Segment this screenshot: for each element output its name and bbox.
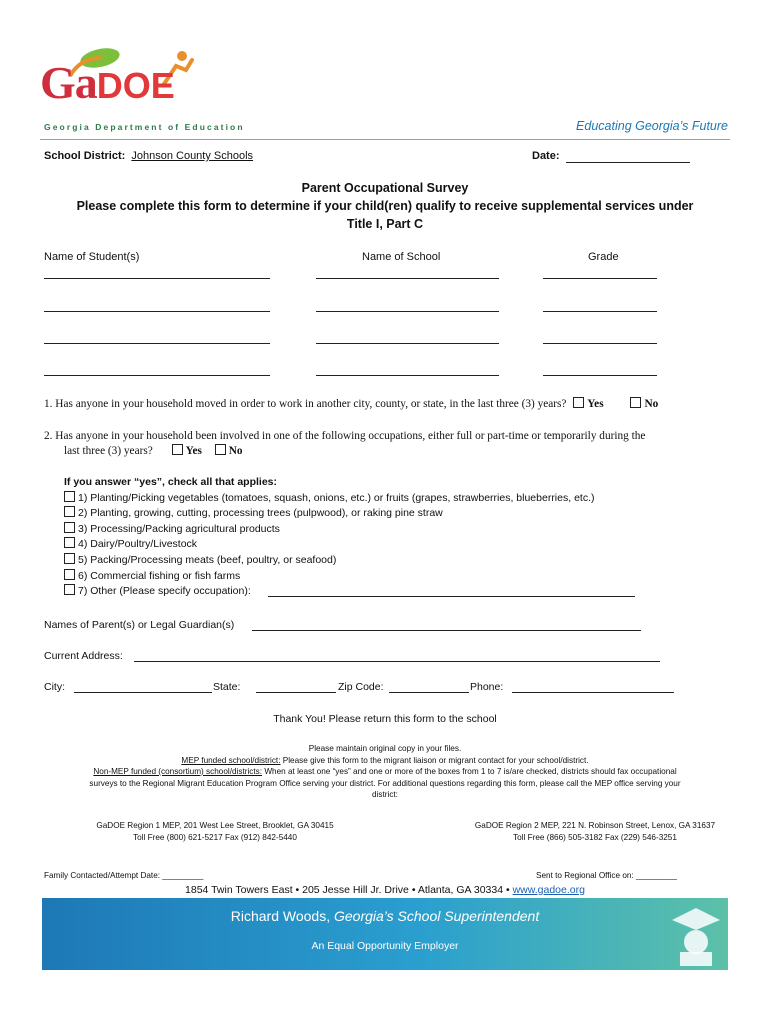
occupation-checkbox[interactable] xyxy=(64,584,75,595)
student-name-field[interactable] xyxy=(44,311,270,312)
region-2-phone: Toll Free (866) 505-3182 Fax (229) 546-3251 xyxy=(513,832,677,842)
nonmep-text: When at least one “yes” and one or more of the boxes from 1 to 7 is/are checked, districts should fax occupational xyxy=(264,767,677,776)
occupation-label: 5) Packing/Processing meats (beef, poultry, or seafood) xyxy=(78,553,337,566)
logo-wordmark: GaDOE xyxy=(40,57,175,108)
logo-subtitle: Georgia Department of Education xyxy=(44,122,245,132)
occupation-item xyxy=(64,506,595,522)
nonmep-text-2: surveys to the Regional Migrant Education Program Office serving your district. For additional questions regarding this form, please call the MEP office serving your xyxy=(89,778,681,788)
occupation-item xyxy=(64,553,595,569)
thank-you-text: Thank You! Please return this form to the school xyxy=(273,713,497,725)
occupation-checkbox[interactable] xyxy=(64,522,75,533)
page-title xyxy=(0,179,770,233)
date-row xyxy=(532,150,560,162)
district-value[interactable]: Johnson County Schools xyxy=(131,150,254,162)
region-1-phone: Toll Free (800) 621-5217 Fax (912) 842-5440 xyxy=(133,832,297,842)
header-rule xyxy=(40,139,730,140)
occupation-label: 1) Planting/Picking vegetables (tomatoes, squash, onions, etc.) or fruits (grapes, strawberries, blueberries, etc.) xyxy=(78,491,595,504)
sent-regional-office: Sent to Regional Office on: _________ xyxy=(536,871,677,880)
city-label: City: xyxy=(44,681,65,693)
student-column-header: Name of Student(s) xyxy=(44,251,140,263)
question-2-text-cont: last three (3) years? xyxy=(64,445,153,457)
zip-label: Zip Code: xyxy=(338,681,384,693)
school-name-field[interactable] xyxy=(316,375,499,376)
banner-title xyxy=(42,908,728,924)
q1-yes-checkbox[interactable] xyxy=(573,397,584,408)
title-line-2: Please complete this form to determine if your child(ren) qualify to receive supplemental services under xyxy=(76,199,694,213)
district-row xyxy=(44,150,253,162)
address-field[interactable] xyxy=(134,661,660,662)
nonmep-text-3: district: xyxy=(372,790,398,799)
q2-no-label: No xyxy=(228,445,243,457)
student-name-field[interactable] xyxy=(44,343,270,344)
q2-no-checkbox[interactable] xyxy=(215,444,226,455)
nonmep-note xyxy=(40,766,730,778)
date-field[interactable] xyxy=(566,162,690,163)
state-label: State: xyxy=(213,681,241,693)
occupation-item xyxy=(64,491,595,507)
copy-note: Please maintain original copy in your files. xyxy=(308,744,462,753)
phone-field[interactable] xyxy=(512,692,674,693)
city-field[interactable] xyxy=(74,692,212,693)
state-field[interactable] xyxy=(256,692,336,693)
family-contacted: Family Contacted/Attempt Date: _________ xyxy=(44,871,204,880)
website-link[interactable]: www.gadoe.org xyxy=(512,884,585,896)
district-label: School District: xyxy=(44,150,126,162)
school-name-field[interactable] xyxy=(316,311,499,312)
occupation-checkbox[interactable] xyxy=(64,553,75,564)
grade-field[interactable] xyxy=(543,311,657,312)
address-label: Current Address: xyxy=(44,650,123,662)
q1-no-checkbox[interactable] xyxy=(630,397,641,408)
occupation-item xyxy=(64,569,595,585)
occupation-checkbox[interactable] xyxy=(64,506,75,517)
occupation-item xyxy=(64,537,595,553)
student-name-field[interactable] xyxy=(44,278,270,279)
q2-yes-checkbox[interactable] xyxy=(172,444,183,455)
banner-subtitle: An Equal Opportunity Employer xyxy=(311,940,459,952)
occupation-checkbox[interactable] xyxy=(64,491,75,502)
question-1-text: 1. Has anyone in your household moved in order to work in another city, county, or state, in the last three (3) years? xyxy=(44,398,567,410)
footer-notes xyxy=(40,743,730,801)
occupation-item xyxy=(64,522,595,538)
title-line-3: Title I, Part C xyxy=(346,217,424,231)
banner-name: Richard Woods, xyxy=(230,908,331,924)
tagline: Educating Georgia’s Future xyxy=(576,119,728,133)
grade-field[interactable] xyxy=(543,375,657,376)
region-2-address: GaDOE Region 2 MEP, 221 N. Robinson Street, Lenox, GA 31637 xyxy=(474,821,716,830)
mep-note xyxy=(40,755,730,767)
q2-yes-label: Yes xyxy=(185,445,202,457)
occupation-label: 3) Processing/Packing agricultural products xyxy=(78,522,280,535)
occupation-intro: If you answer “yes”, check all that applies: xyxy=(64,476,277,488)
region-1-address: GaDOE Region 1 MEP, 201 West Lee Street, Brooklet, GA 30415 xyxy=(96,821,334,830)
date-label: Date: xyxy=(532,150,560,162)
phone-label: Phone: xyxy=(470,681,504,693)
occupation-label: 2) Planting, growing, cutting, processing trees (pulpwood), or raking pine straw xyxy=(78,507,443,520)
question-2 xyxy=(44,429,645,459)
other-occupation-field[interactable] xyxy=(268,596,635,597)
title-line-1: Parent Occupational Survey xyxy=(301,181,469,195)
occupation-item xyxy=(64,584,595,600)
q1-no-label: No xyxy=(644,398,659,410)
mep-label: MEP funded school/district: xyxy=(181,755,281,765)
superintendent-banner xyxy=(42,898,728,970)
student-name-field[interactable] xyxy=(44,375,270,376)
nonmep-label: Non-MEP funded (consortium) school/districts: xyxy=(93,767,263,776)
occupation-list xyxy=(64,475,595,600)
school-name-field[interactable] xyxy=(316,343,499,344)
school-column-header: Name of School xyxy=(362,251,441,263)
parents-field[interactable] xyxy=(252,630,641,631)
agency-address xyxy=(0,884,770,896)
address-line: 1854 Twin Towers East • 205 Jesse Hill Jr. Drive • Atlanta, GA 30334 • xyxy=(185,884,510,896)
graduation-cap-icon xyxy=(666,902,722,966)
occupation-label: 7) Other (Please specify occupation): xyxy=(78,585,251,598)
region-1-office xyxy=(40,820,390,843)
grade-column-header: Grade xyxy=(588,251,619,263)
question-1 xyxy=(44,397,658,410)
zip-field[interactable] xyxy=(389,692,469,693)
banner-role: Georgia’s School Superintendent xyxy=(334,908,540,924)
region-2-office xyxy=(420,820,770,843)
occupation-checkbox[interactable] xyxy=(64,569,75,580)
grade-field[interactable] xyxy=(543,343,657,344)
occupation-label: 4) Dairy/Poultry/Livestock xyxy=(78,538,198,551)
parents-label: Names of Parent(s) or Legal Guardian(s) xyxy=(44,619,235,631)
occupation-label: 6) Commercial fishing or fish farms xyxy=(78,569,241,582)
school-name-field[interactable] xyxy=(316,278,499,279)
q1-yes-label: Yes xyxy=(587,398,604,410)
grade-field[interactable] xyxy=(543,278,657,279)
occupation-checkbox[interactable] xyxy=(64,537,75,548)
mep-text: Please give this form to the migrant liaison or migrant contact for your school/district. xyxy=(282,755,589,765)
question-2-text: 2. Has anyone in your household been involved in one of the following occupations, either full or part-time or temporarily during the xyxy=(44,430,646,442)
